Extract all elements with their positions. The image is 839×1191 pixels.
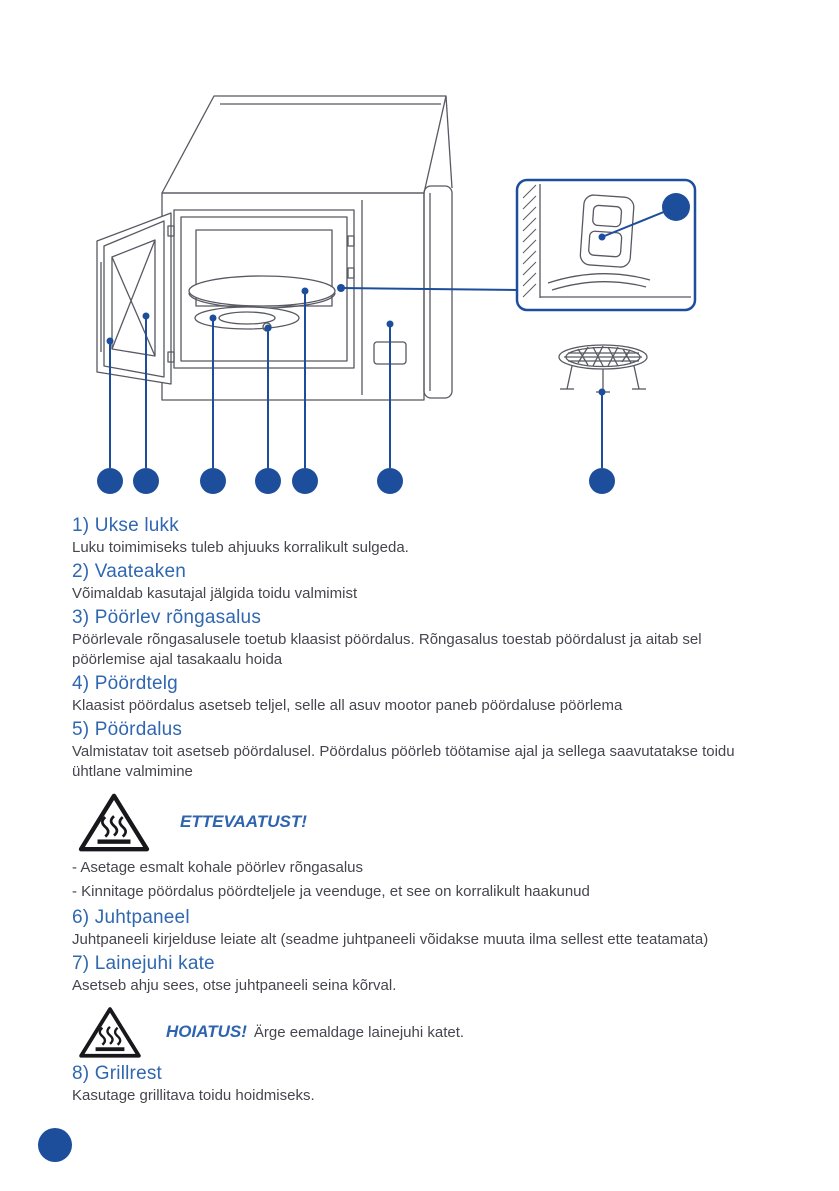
hot-surface-icon bbox=[78, 1004, 142, 1060]
section-body-8: Kasutage grillitava toidu hoidmiseks. bbox=[72, 1087, 315, 1104]
section-heading-1: 1) Ukse lukk bbox=[72, 515, 179, 536]
section-heading-4: 4) Pöördtelg bbox=[72, 673, 178, 694]
caution-block bbox=[78, 790, 778, 854]
section-heading-8: 8) Grillrest bbox=[72, 1063, 163, 1084]
callout-circle-8 bbox=[589, 468, 615, 494]
callout-circle-2 bbox=[133, 468, 159, 494]
caution-item: - Asetage esmalt kohale pöörlev rõngasalus bbox=[72, 859, 364, 876]
warning-text: Ärge eemaldage lainejuhi katet. bbox=[253, 1024, 465, 1041]
callout-circle-7 bbox=[662, 193, 690, 221]
section-heading-7: 7) Lainejuhi kate bbox=[72, 953, 215, 974]
section-heading-2: 2) Vaateaken bbox=[72, 561, 187, 582]
section-body-2: Võimaldab kasutajal jälgida toidu valmimist bbox=[72, 585, 358, 602]
callout-leaders bbox=[110, 291, 602, 468]
warning-block bbox=[78, 1004, 778, 1060]
section-body-1: Luku toimimiseks tuleb ahjuuks korralikult sulgeda. bbox=[72, 539, 409, 556]
callout-circle-5 bbox=[292, 468, 318, 494]
inset-detail bbox=[517, 180, 695, 310]
section-heading-3: 3) Pöörlev rõngasalus bbox=[72, 607, 262, 628]
section-heading-5: 5) Pöördalus bbox=[72, 719, 183, 740]
callout-circle-6 bbox=[377, 468, 403, 494]
section-body-7: Asetseb ahju sees, otse juhtpaneeli seina kõrval. bbox=[72, 977, 397, 994]
section-body-4: Klaasist pöördalus asetseb teljel, selle all asuv mootor paneb pöördaluse pöörlema bbox=[72, 697, 623, 714]
page-number-badge bbox=[38, 1128, 72, 1162]
hot-surface-icon bbox=[78, 790, 150, 854]
callout-circles bbox=[97, 468, 615, 494]
callout-circle-1 bbox=[97, 468, 123, 494]
diagram-svg bbox=[0, 0, 839, 510]
section-body-5: Valmistatav toit asetseb pöördalusel. Pöördalus pöörleb töötamise ajal ja sellega saavutatakse toidu ühtlane valmimine bbox=[72, 743, 735, 780]
callout-circle-4 bbox=[255, 468, 281, 494]
figure-diagram bbox=[0, 0, 839, 510]
content bbox=[72, 512, 778, 1106]
warning-text-line bbox=[166, 1022, 464, 1043]
caution-item: - Kinnitage pöördalus pöördteljele ja veenduge, et see on korralikult haakunud bbox=[72, 883, 590, 900]
caution-label: ETTEVAATUST! bbox=[180, 812, 307, 831]
grill-rack-drawing bbox=[559, 345, 647, 392]
section-heading-6: 6) Juhtpaneel bbox=[72, 907, 190, 928]
microwave-drawing bbox=[97, 96, 452, 400]
section-body-3: Pöörlevale rõngasalusele toetub klaasist pöördalus. Rõngasalus toestab pöördalust ja aitab sel pöörlemise ajal tasakaalu hoida bbox=[72, 631, 702, 668]
section-body-6: Juhtpaneeli kirjelduse leiate alt (seadme juhtpaneeli võidakse muuta ilma sellest ette teatamata) bbox=[72, 931, 709, 948]
callout-circle-3 bbox=[200, 468, 226, 494]
inset-connector bbox=[337, 284, 519, 292]
warning-label: HOIATUS! bbox=[166, 1022, 247, 1041]
